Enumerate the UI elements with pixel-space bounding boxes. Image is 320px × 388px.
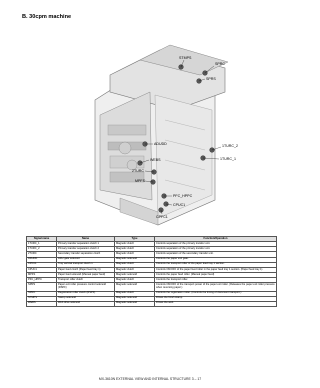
- cell-type: Magnetic solenoid: [115, 257, 155, 262]
- callout-mpfs: MPFS: [135, 179, 145, 183]
- table-body: [27, 242, 277, 307]
- cell-type: Magnetic solenoid: [115, 301, 155, 306]
- cell-type: Magnetic clutch: [115, 267, 155, 272]
- cell-name: ADU gate solenoid: [57, 257, 115, 262]
- cell-function: Controls the paper exit gate.: [155, 257, 277, 262]
- section-heading: B. 30cpm machine: [22, 14, 72, 20]
- cell-signal-name: SPRS: [27, 283, 57, 291]
- cell-type: Magnetic clutch: [115, 242, 155, 247]
- page-footer: MX-3610N EXTERNAL VIEW AND INTERNAL STRUCTURE 3 – 17: [98, 377, 202, 381]
- cell-name: Tray vertical transport clutch 1: [57, 262, 115, 267]
- cell-type: Magnetic clutch: [115, 252, 155, 257]
- cell-function: Controls ON/OFF of the transport power of the paper exit roller. (Releases the paper exit roller pressure when reversing paper.): [155, 283, 277, 291]
- cell-function: Drives the web.: [155, 301, 277, 306]
- cell-signal-name: WEBS: [27, 301, 57, 306]
- cell-function: Controls separation of the primary transfer unit.: [155, 242, 277, 247]
- col-name: Name: [57, 237, 115, 242]
- callout-cpuc1: CPUC1: [173, 203, 186, 207]
- table-row: [27, 301, 277, 306]
- cell-signal-name: CPUC1: [27, 267, 57, 272]
- callout-stmps: STMPS: [179, 56, 192, 60]
- cell-type: Magnetic clutch: [115, 291, 155, 296]
- col-type: Type: [115, 237, 155, 242]
- cell-name: Primary transfer separation clutch 2: [57, 247, 115, 252]
- callout-pfc-hppc: PFC_HPPC: [173, 194, 193, 198]
- cell-function: Controls the transport roller.: [155, 278, 277, 283]
- cell-signal-name: MPFS: [27, 273, 57, 278]
- cell-signal-name: PFC_HPPC: [27, 278, 57, 283]
- cell-function: Controls ON/OFF of the paper feed roller in the paper feed tray 1 section. (Paper feed tray 1): [155, 267, 277, 272]
- cell-signal-name: 1TURC_1: [27, 242, 57, 247]
- cell-type: Magnetic clutch: [115, 247, 155, 252]
- cell-name: Secondary transfer separation clutch: [57, 252, 115, 257]
- cell-signal-name: 2TURC: [27, 252, 57, 257]
- col-function: Function/Operation: [155, 237, 277, 242]
- cell-function: Drives the finish stamp.: [155, 296, 277, 301]
- cell-type: Magnetic solenoid: [115, 273, 155, 278]
- signal-table: [26, 236, 277, 307]
- cell-type: Magnetic solenoid: [115, 296, 155, 301]
- callout-cpfc1: CPFC1: [156, 215, 168, 219]
- callout-1turc-2: 1TURC_2: [222, 144, 238, 148]
- cell-function: Controls separation of the primary transfer unit.: [155, 247, 277, 252]
- cell-signal-name: ADUDD: [27, 257, 57, 262]
- cell-signal-name: CPFC1: [27, 262, 57, 267]
- cell-type: Magnetic solenoid: [115, 283, 155, 291]
- cell-signal-name: STMPS: [27, 296, 57, 301]
- cell-name: Paper feed clutch (Paper feed tray 1): [57, 267, 115, 272]
- cell-signal-name: SPRC: [27, 291, 57, 296]
- cell-signal-name: 1TURC_2: [27, 247, 57, 252]
- cell-function: Controls the paper feed roller. (Manual paper feed): [155, 273, 277, 278]
- cell-name: Paper exit roller pressure control solenoid (RSPF): [57, 283, 115, 291]
- cell-name: Stamp solenoid: [57, 296, 115, 301]
- cell-name: Transport roller clutch: [57, 278, 115, 283]
- col-signal-name: Signal name: [27, 237, 57, 242]
- cell-type: Magnetic clutch: [115, 278, 155, 283]
- cell-function: Controls the registration roller. (Controls the timing of document transport.): [155, 291, 277, 296]
- callout-adudd: ADUDD: [154, 142, 167, 146]
- callout-webs: WEBS: [150, 158, 161, 162]
- cell-name: Registration roller clutch (RSPF): [57, 291, 115, 296]
- cell-name: Paper feed solenoid (Manual paper feed): [57, 273, 115, 278]
- cell-function: Controls the transport roller of the paper feed tray 1 section.: [155, 262, 277, 267]
- cell-name: Primary transfer separation clutch 1: [57, 242, 115, 247]
- table-row: [27, 283, 277, 291]
- callout-sprc: SPRC: [215, 62, 225, 66]
- callout-1turc-1: 1TURC_1: [220, 157, 236, 161]
- cell-type: Magnetic clutch: [115, 262, 155, 267]
- callout-sprs: SPRS: [206, 77, 216, 81]
- cell-name: Web drive solenoid: [57, 301, 115, 306]
- cell-function: Controls separation of the secondary transfer unit.: [155, 252, 277, 257]
- callout-2turc: 2TURC: [132, 169, 144, 173]
